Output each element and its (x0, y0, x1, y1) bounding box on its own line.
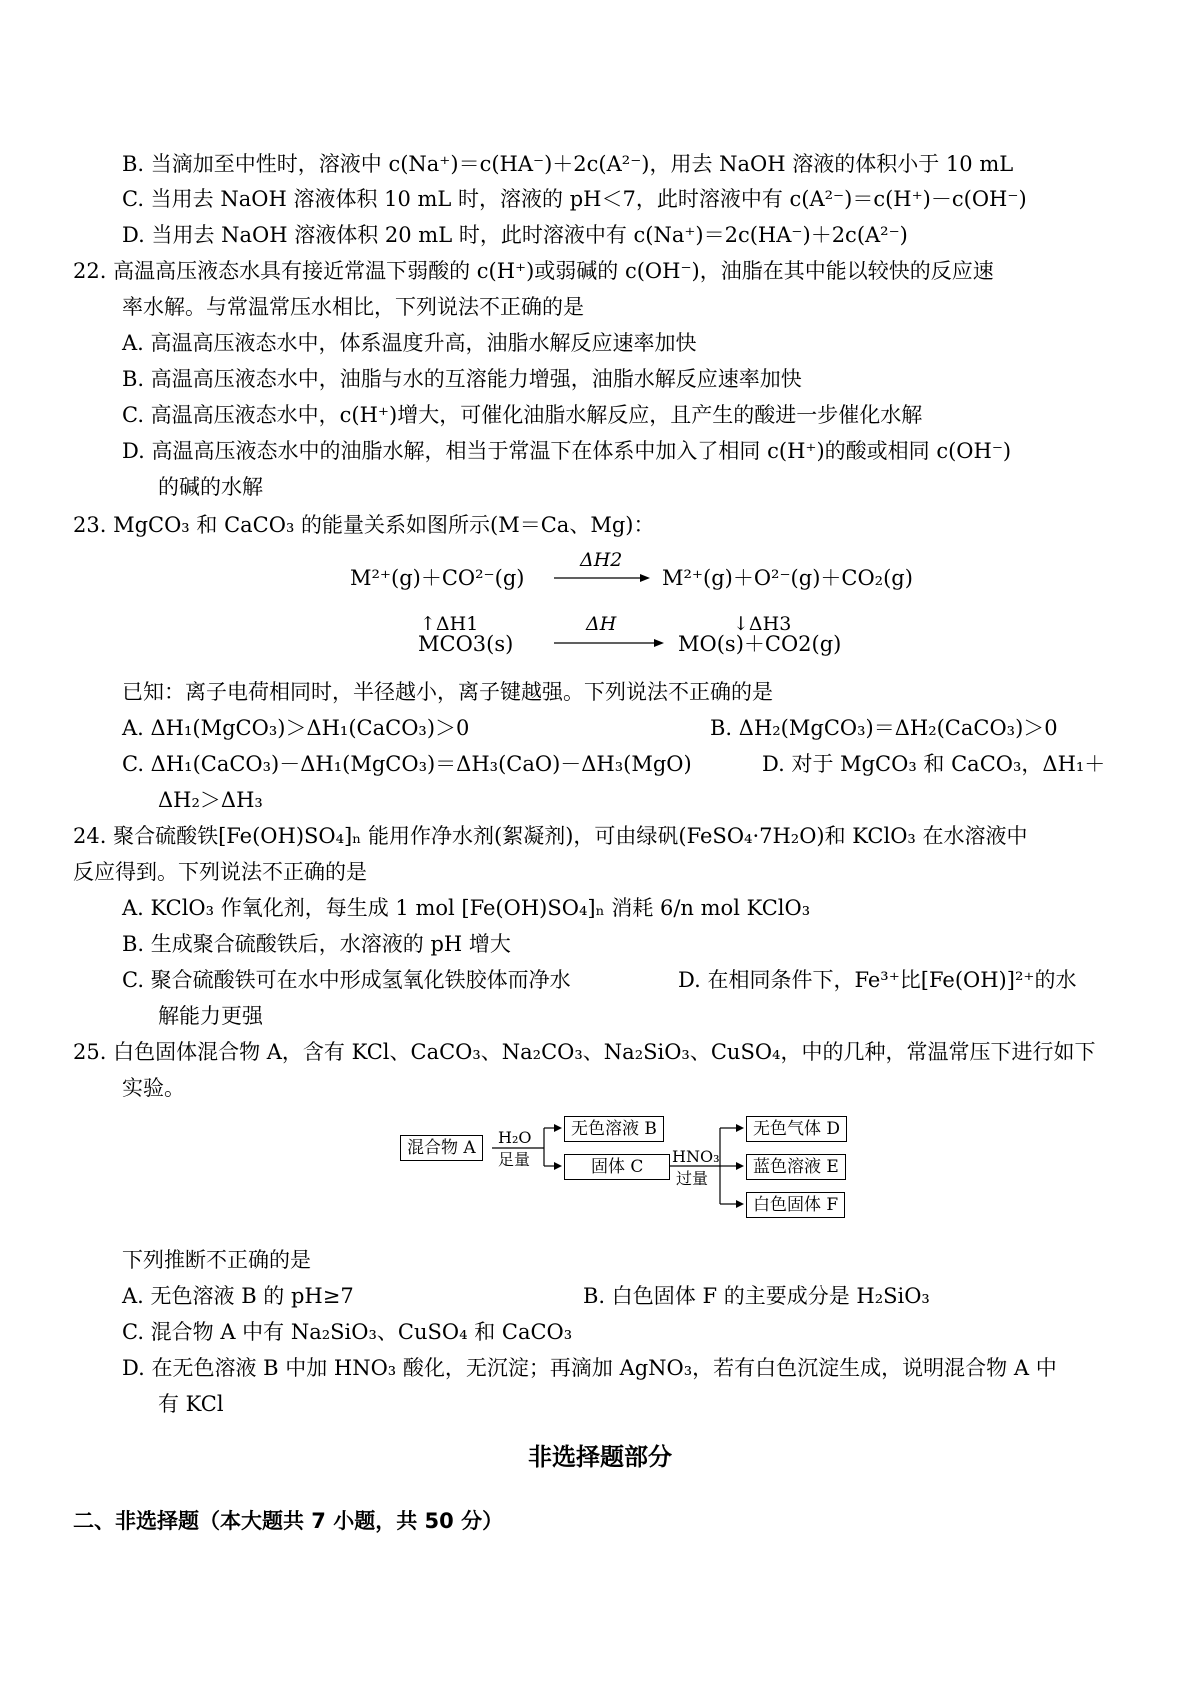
diagram-left-arrow-label: ↑ΔH1 (420, 613, 479, 635)
flow-label-h2o: H₂O (498, 1128, 532, 1147)
diagram-right-arrow-label: ↓ΔH3 (733, 613, 792, 635)
flow-box-solid-c: 固体 C (564, 1154, 670, 1180)
q25-option-c: C. 混合物 A 中有 Na₂SiO₃、CuSO₄ 和 CaCO₃ (122, 1320, 573, 1344)
q25-option-b: B. 白色固体 F 的主要成分是 H₂SiO₃ (583, 1284, 930, 1308)
q21-option-b: B. 当滴加至中性时，溶液中 c(Na⁺)＝c(HA⁻)＋2c(A²⁻)，用去 NaOH 溶液的体积小于 10 mL (122, 152, 1014, 176)
q24-option-c: C. 聚合硫酸铁可在水中形成氢氧化铁胶体而净水 (122, 968, 571, 992)
section-title: 非选择题部分 (528, 1443, 672, 1471)
diagram-bottom-right: MO(s)＋CO2(g) (678, 632, 842, 656)
q25-option-a: A. 无色溶液 B 的 pH≥7 (122, 1284, 354, 1308)
q23-option-d-line2: ΔH₂＞ΔH₃ (158, 788, 263, 812)
part-title: 二、非选择题（本大题共 7 小题，共 50 分） (73, 1509, 504, 1533)
q22-option-a: A. 高温高压液态水中，体系温度升高，油脂水解反应速率加快 (122, 331, 697, 355)
q23-option-c: C. ΔH₁(CaCO₃)－ΔH₁(MgCO₃)＝ΔH₃(CaO)－ΔH₃(MgO) (122, 752, 692, 776)
q22-option-d-line1: D. 高温高压液态水中的油脂水解，相当于常温下在体系中加入了相同 c(H⁺)的酸或相同 c(OH⁻) (122, 439, 1012, 463)
flow-box-solution-b: 无色溶液 B (564, 1116, 664, 1142)
diagram-top-right: M²⁺(g)＋O²⁻(g)＋CO₂(g) (662, 566, 913, 590)
flow-label-excess-1: 足量 (498, 1150, 531, 1169)
q24-option-b: B. 生成聚合硫酸铁后，水溶液的 pH 增大 (122, 932, 511, 956)
q22-option-c: C. 高温高压液态水中，c(H⁺)增大，可催化油脂水解反应，且产生的酸进一步催化水解 (122, 403, 923, 427)
q23-option-b: B. ΔH₂(MgCO₃)＝ΔH₂(CaCO₃)＞0 (710, 716, 1058, 740)
q24-stem-line1: 24. 聚合硫酸铁[Fe(OH)SO₄]ₙ 能用作净水剂(絮凝剂)，可由绿矾(FeSO₄·7H₂O)和 KClO₃ 在水溶液中 (73, 824, 1028, 848)
q22-option-b: B. 高温高压液态水中，油脂与水的互溶能力增强，油脂水解反应速率加快 (122, 367, 802, 391)
q24-stem-line2: 反应得到。下列说法不正确的是 (73, 860, 367, 884)
q24-option-d-line1: D. 在相同条件下，Fe³⁺比[Fe(OH)]²⁺的水 (678, 968, 1077, 992)
flow-box-solution-e: 蓝色溶液 E (746, 1154, 846, 1180)
q22-option-d-line2: 的碱的水解 (158, 475, 263, 499)
flow-box-gas-d: 无色气体 D (746, 1116, 847, 1142)
q22-stem-line2: 率水解。与常温常压水相比，下列说法不正确的是 (122, 295, 584, 319)
q25-option-d-line2: 有 KCl (158, 1392, 224, 1416)
q22-stem-line1: 22. 高温高压液态水具有接近常温下弱酸的 c(H⁺)或弱碱的 c(OH⁻)，油脂在其中能以较快的反应速 (73, 259, 994, 283)
diagram-bottom-arrow-label: ΔH (586, 613, 617, 635)
q23-option-a: A. ΔH₁(MgCO₃)＞ΔH₁(CaCO₃)＞0 (122, 716, 470, 740)
q25-option-d-line1: D. 在无色溶液 B 中加 HNO₃ 酸化，无沉淀；再滴加 AgNO₃，若有白色沉淀生成，说明混合物 A 中 (122, 1356, 1057, 1380)
q23-known: 已知：离子电荷相同时，半径越小，离子键越强。下列说法不正确的是 (122, 680, 773, 704)
flow-box-mixture-a: 混合物 A (400, 1135, 483, 1161)
diagram-bottom-left: MCO3(s) (418, 632, 514, 656)
flow-label-hno3: HNO₃ (672, 1147, 720, 1166)
q25-stem-line1: 25. 白色固体混合物 A，含有 KCl、CaCO₃、Na₂CO₃、Na₂SiO₃、CuSO₄，中的几种，常温常压下进行如下 (73, 1040, 1096, 1064)
diagram-top-arrow-label: ΔH2 (580, 549, 623, 571)
flow-box-solid-f: 白色固体 F (746, 1192, 845, 1218)
q25-stem-line2: 实验。 (122, 1076, 185, 1100)
q24-option-a: A. KClO₃ 作氧化剂，每生成 1 mol [Fe(OH)SO₄]ₙ 消耗 6/n mol KClO₃ (122, 896, 811, 920)
diagram-top-left-text: M²⁺(g)＋CO²⁻(g) (350, 566, 525, 590)
q23-stem: 23. MgCO₃ 和 CaCO₃ 的能量关系如图所示(M＝Ca、Mg)： (73, 513, 655, 537)
q23-option-d-line1: D. 对于 MgCO₃ 和 CaCO₃，ΔH₁＋ (762, 752, 1106, 776)
q21-option-d: D. 当用去 NaOH 溶液体积 20 mL 时，此时溶液中有 c(Na⁺)＝2c(HA⁻)＋2c(A²⁻) (122, 223, 908, 247)
flow-label-excess-2: 过量 (676, 1169, 709, 1188)
q25-ask: 下列推断不正确的是 (122, 1248, 311, 1272)
q24-option-d-line2: 解能力更强 (158, 1004, 263, 1028)
q21-option-c: C. 当用去 NaOH 溶液体积 10 mL 时，溶液的 pH＜7，此时溶液中有 c(A²⁻)＝c(H⁺)－c(OH⁻) (122, 187, 1027, 211)
